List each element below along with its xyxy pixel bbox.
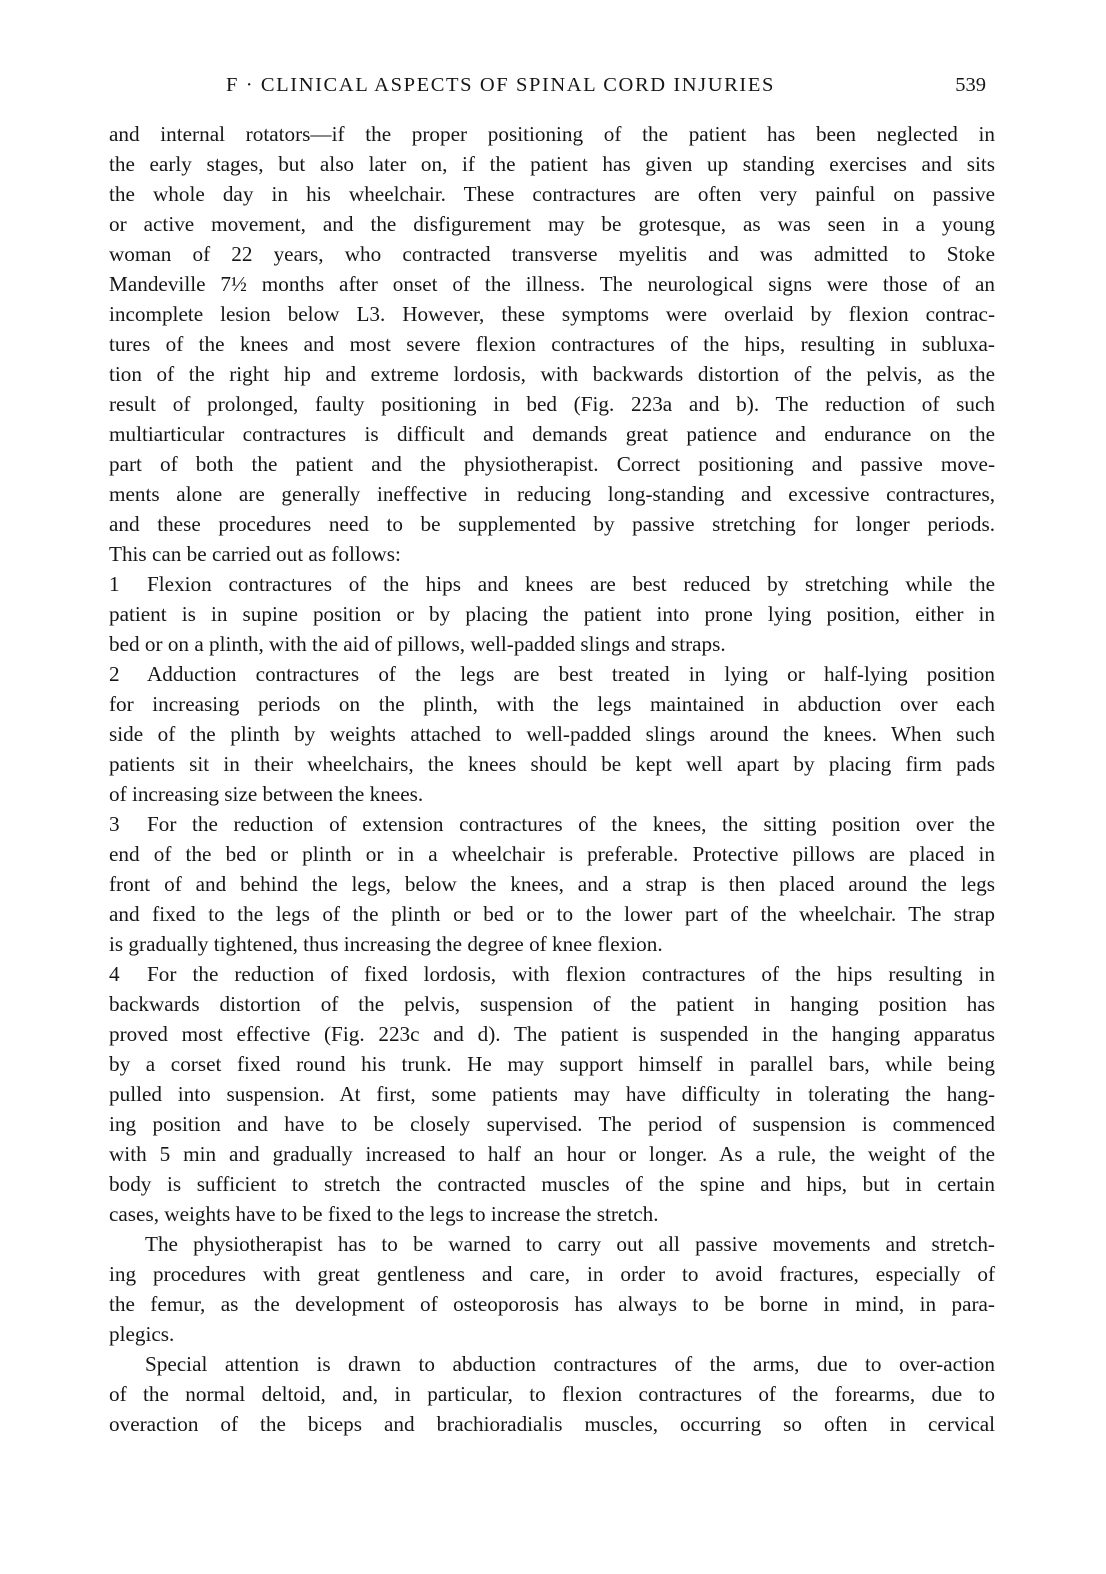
list-item-2 (109, 659, 995, 809)
text-line: ing position and have to be closely supervised. The period of suspension is commenced (109, 1112, 995, 1136)
text-line: part of both the patient and the physiotherapist. Correct positioning and passive move- (109, 452, 995, 476)
running-title: F · CLINICAL ASPECTS OF SPINAL CORD INJURIES (226, 74, 775, 96)
text-line: patients sit in their wheelchairs, the knees should be kept well apart by placing firm pads (109, 752, 995, 776)
text-line: tion of the right hip and extreme lordosis, with backwards distortion of the pelvis, as the (109, 362, 995, 386)
text-line: For the reduction of extension contractures of the knees, the sitting position over the (147, 812, 995, 836)
list-item-1 (109, 569, 995, 659)
text-line: the whole day in his wheelchair. These contractures are often very painful on passive (109, 182, 995, 206)
text-line: the early stages, but also later on, if the patient has given up standing exercises and sits (109, 152, 995, 176)
list-item-3 (109, 809, 995, 959)
text-line: body is sufficient to stretch the contracted muscles of the spine and hips, but in certain (109, 1172, 995, 1196)
text-line: ing procedures with great gentleness and care, in order to avoid fractures, especially of (109, 1262, 995, 1286)
text-line: and fixed to the legs of the plinth or bed or to the lower part of the wheelchair. The strap (109, 902, 995, 926)
text-line: plegics. (109, 1322, 175, 1346)
text-line: Mandeville 7½ months after onset of the illness. The neurological signs were those of an (109, 272, 995, 296)
text-line: or active movement, and the disfigurement may be grotesque, as was seen in a young (109, 212, 995, 236)
list-number: 4 (109, 962, 120, 986)
text-line: with 5 min and gradually increased to half an hour or longer. As a rule, the weight of the (109, 1142, 995, 1166)
text-line: bed or on a plinth, with the aid of pillows, well-padded slings and straps. (109, 632, 726, 656)
paragraph-intro (109, 119, 995, 569)
text-line: Flexion contractures of the hips and knees are best reduced by stretching while the (147, 572, 995, 596)
text-line: backwards distortion of the pelvis, suspension of the patient in hanging position has (109, 992, 995, 1016)
text-line: woman of 22 years, who contracted transverse myelitis and was admitted to Stoke (109, 242, 995, 266)
text-line: The physiotherapist has to be warned to carry out all passive movements and stretch- (145, 1232, 995, 1256)
text-line: ments alone are generally ineffective in reducing long-standing and excessive contractures, (109, 482, 995, 506)
text-line: incomplete lesion below L3. However, these symptoms were overlaid by flexion contrac- (109, 302, 995, 326)
paragraph-warning (109, 1229, 995, 1349)
text-line: multiarticular contractures is difficult and demands great patience and endurance on the (109, 422, 995, 446)
text-line: of the normal deltoid, and, in particular, to flexion contractures of the forearms, due to (109, 1382, 995, 1406)
list-item-4 (109, 959, 995, 1229)
text-line: proved most effective (Fig. 223c and d). The patient is suspended in the hanging apparatus (109, 1022, 995, 1046)
list-number: 2 (109, 662, 120, 686)
text-line: overaction of the biceps and brachioradialis muscles, occurring so often in cervical (109, 1412, 995, 1436)
list-number: 3 (109, 812, 120, 836)
text-line: for increasing periods on the plinth, with the legs maintained in abduction over each (109, 692, 995, 716)
text-line: is gradually tightened, thus increasing the degree of knee flexion. (109, 932, 663, 956)
text-line: patient is in supine position or by placing the patient into prone lying position, either in (109, 602, 995, 626)
text-line: tures of the knees and most severe flexion contractures of the hips, resulting in subluxa- (109, 332, 995, 356)
text-line: Special attention is drawn to abduction contractures of the arms, due to over-action (145, 1352, 995, 1376)
text-line: the femur, as the development of osteoporosis has always to be borne in mind, in para- (109, 1292, 995, 1316)
page-body (109, 119, 995, 1439)
text-line: end of the bed or plinth or in a wheelchair is preferable. Protective pillows are placed in (109, 842, 995, 866)
text-line: front of and behind the legs, below the knees, and a strap is then placed around the legs (109, 872, 995, 896)
text-line: side of the plinth by weights attached to well-padded slings around the knees. When such (109, 722, 995, 746)
text-line: and internal rotators—if the proper positioning of the patient has been neglected in (109, 122, 995, 146)
text-line: pulled into suspension. At first, some patients may have difficulty in tolerating the hang- (109, 1082, 995, 1106)
text-line: by a corset fixed round his trunk. He may support himself in parallel bars, while being (109, 1052, 995, 1076)
text-line: of increasing size between the knees. (109, 782, 424, 806)
text-line: cases, weights have to be fixed to the legs to increase the stretch. (109, 1202, 659, 1226)
text-line: and these procedures need to be supplemented by passive stretching for longer periods. (109, 512, 995, 536)
running-header (226, 74, 986, 104)
text-line: Adduction contractures of the legs are best treated in lying or half-lying position (147, 662, 995, 686)
list-number: 1 (109, 572, 120, 596)
text-line: For the reduction of fixed lordosis, with flexion contractures of the hips resulting in (147, 962, 995, 986)
page-number: 539 (955, 74, 986, 96)
text-line: This can be carried out as follows: (109, 542, 401, 566)
text-line: result of prolonged, faulty positioning in bed (Fig. 223a and b). The reduction of such (109, 392, 995, 416)
paragraph-special-attention (109, 1349, 995, 1439)
